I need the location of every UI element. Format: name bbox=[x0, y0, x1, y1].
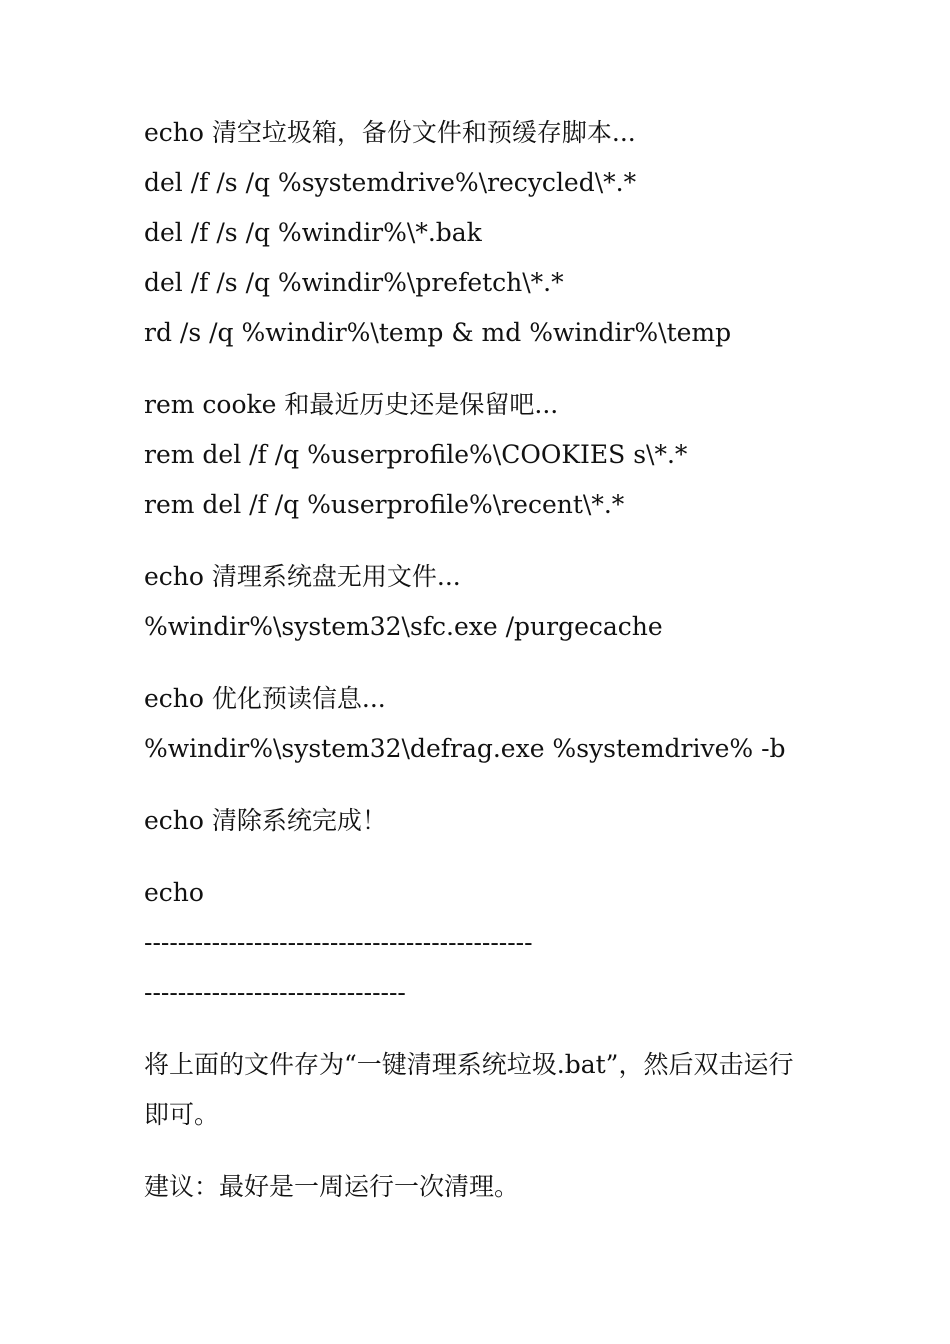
block-empty-recycle bbox=[144, 108, 814, 358]
code-line: del /f /s /q %systemdrive%\recycled\*.* bbox=[144, 168, 637, 197]
block-gap bbox=[144, 846, 814, 868]
code-line: echo 清除系统完成！ bbox=[144, 806, 387, 835]
block-system-clean bbox=[144, 552, 814, 652]
script-content bbox=[144, 108, 814, 1212]
code-line: echo bbox=[144, 878, 204, 907]
block-gap bbox=[144, 652, 814, 674]
separator-line: ---------------------------------------------- bbox=[144, 928, 533, 957]
code-line: echo 优化预读信息... bbox=[144, 684, 386, 713]
code-line: echo 清理系统盘无用文件... bbox=[144, 562, 461, 591]
code-line: echo 清空垃圾箱，备份文件和预缓存脚本... bbox=[144, 118, 636, 147]
code-line: del /f /s /q %windir%\prefetch\*.* bbox=[144, 268, 564, 297]
block-gap bbox=[144, 358, 814, 380]
code-line: rem del /f /q %userprofile%\COOKIES s\*.* bbox=[144, 440, 688, 469]
block-gap bbox=[144, 774, 814, 796]
suggestion-paragraph: 建议：最好是一周运行一次清理。 bbox=[144, 1172, 520, 1201]
code-line: %windir%\system32\sfc.exe /purgecache bbox=[144, 612, 663, 641]
code-line: rem cooke 和最近历史还是保留吧... bbox=[144, 390, 559, 419]
block-gap bbox=[144, 1018, 814, 1040]
separator-line: ------------------------------- bbox=[144, 978, 406, 1007]
block-gap bbox=[144, 530, 814, 552]
block-prefetch bbox=[144, 674, 814, 774]
block-complete bbox=[144, 796, 814, 846]
code-line: rem del /f /q %userprofile%\recent\*.* bbox=[144, 490, 625, 519]
block-cookies bbox=[144, 380, 814, 530]
code-line: rd /s /q %windir%\temp & md %windir%\temp bbox=[144, 318, 732, 347]
code-line: del /f /s /q %windir%\*.bak bbox=[144, 218, 482, 247]
block-gap bbox=[144, 1140, 814, 1162]
instruction-paragraph: 将上面的文件存为“一键清理系统垃圾.bat”，然后双击运行即可。 bbox=[144, 1050, 794, 1129]
block-separator bbox=[144, 868, 814, 1018]
code-line: %windir%\system32\defrag.exe %systemdrive% -b bbox=[144, 734, 786, 763]
